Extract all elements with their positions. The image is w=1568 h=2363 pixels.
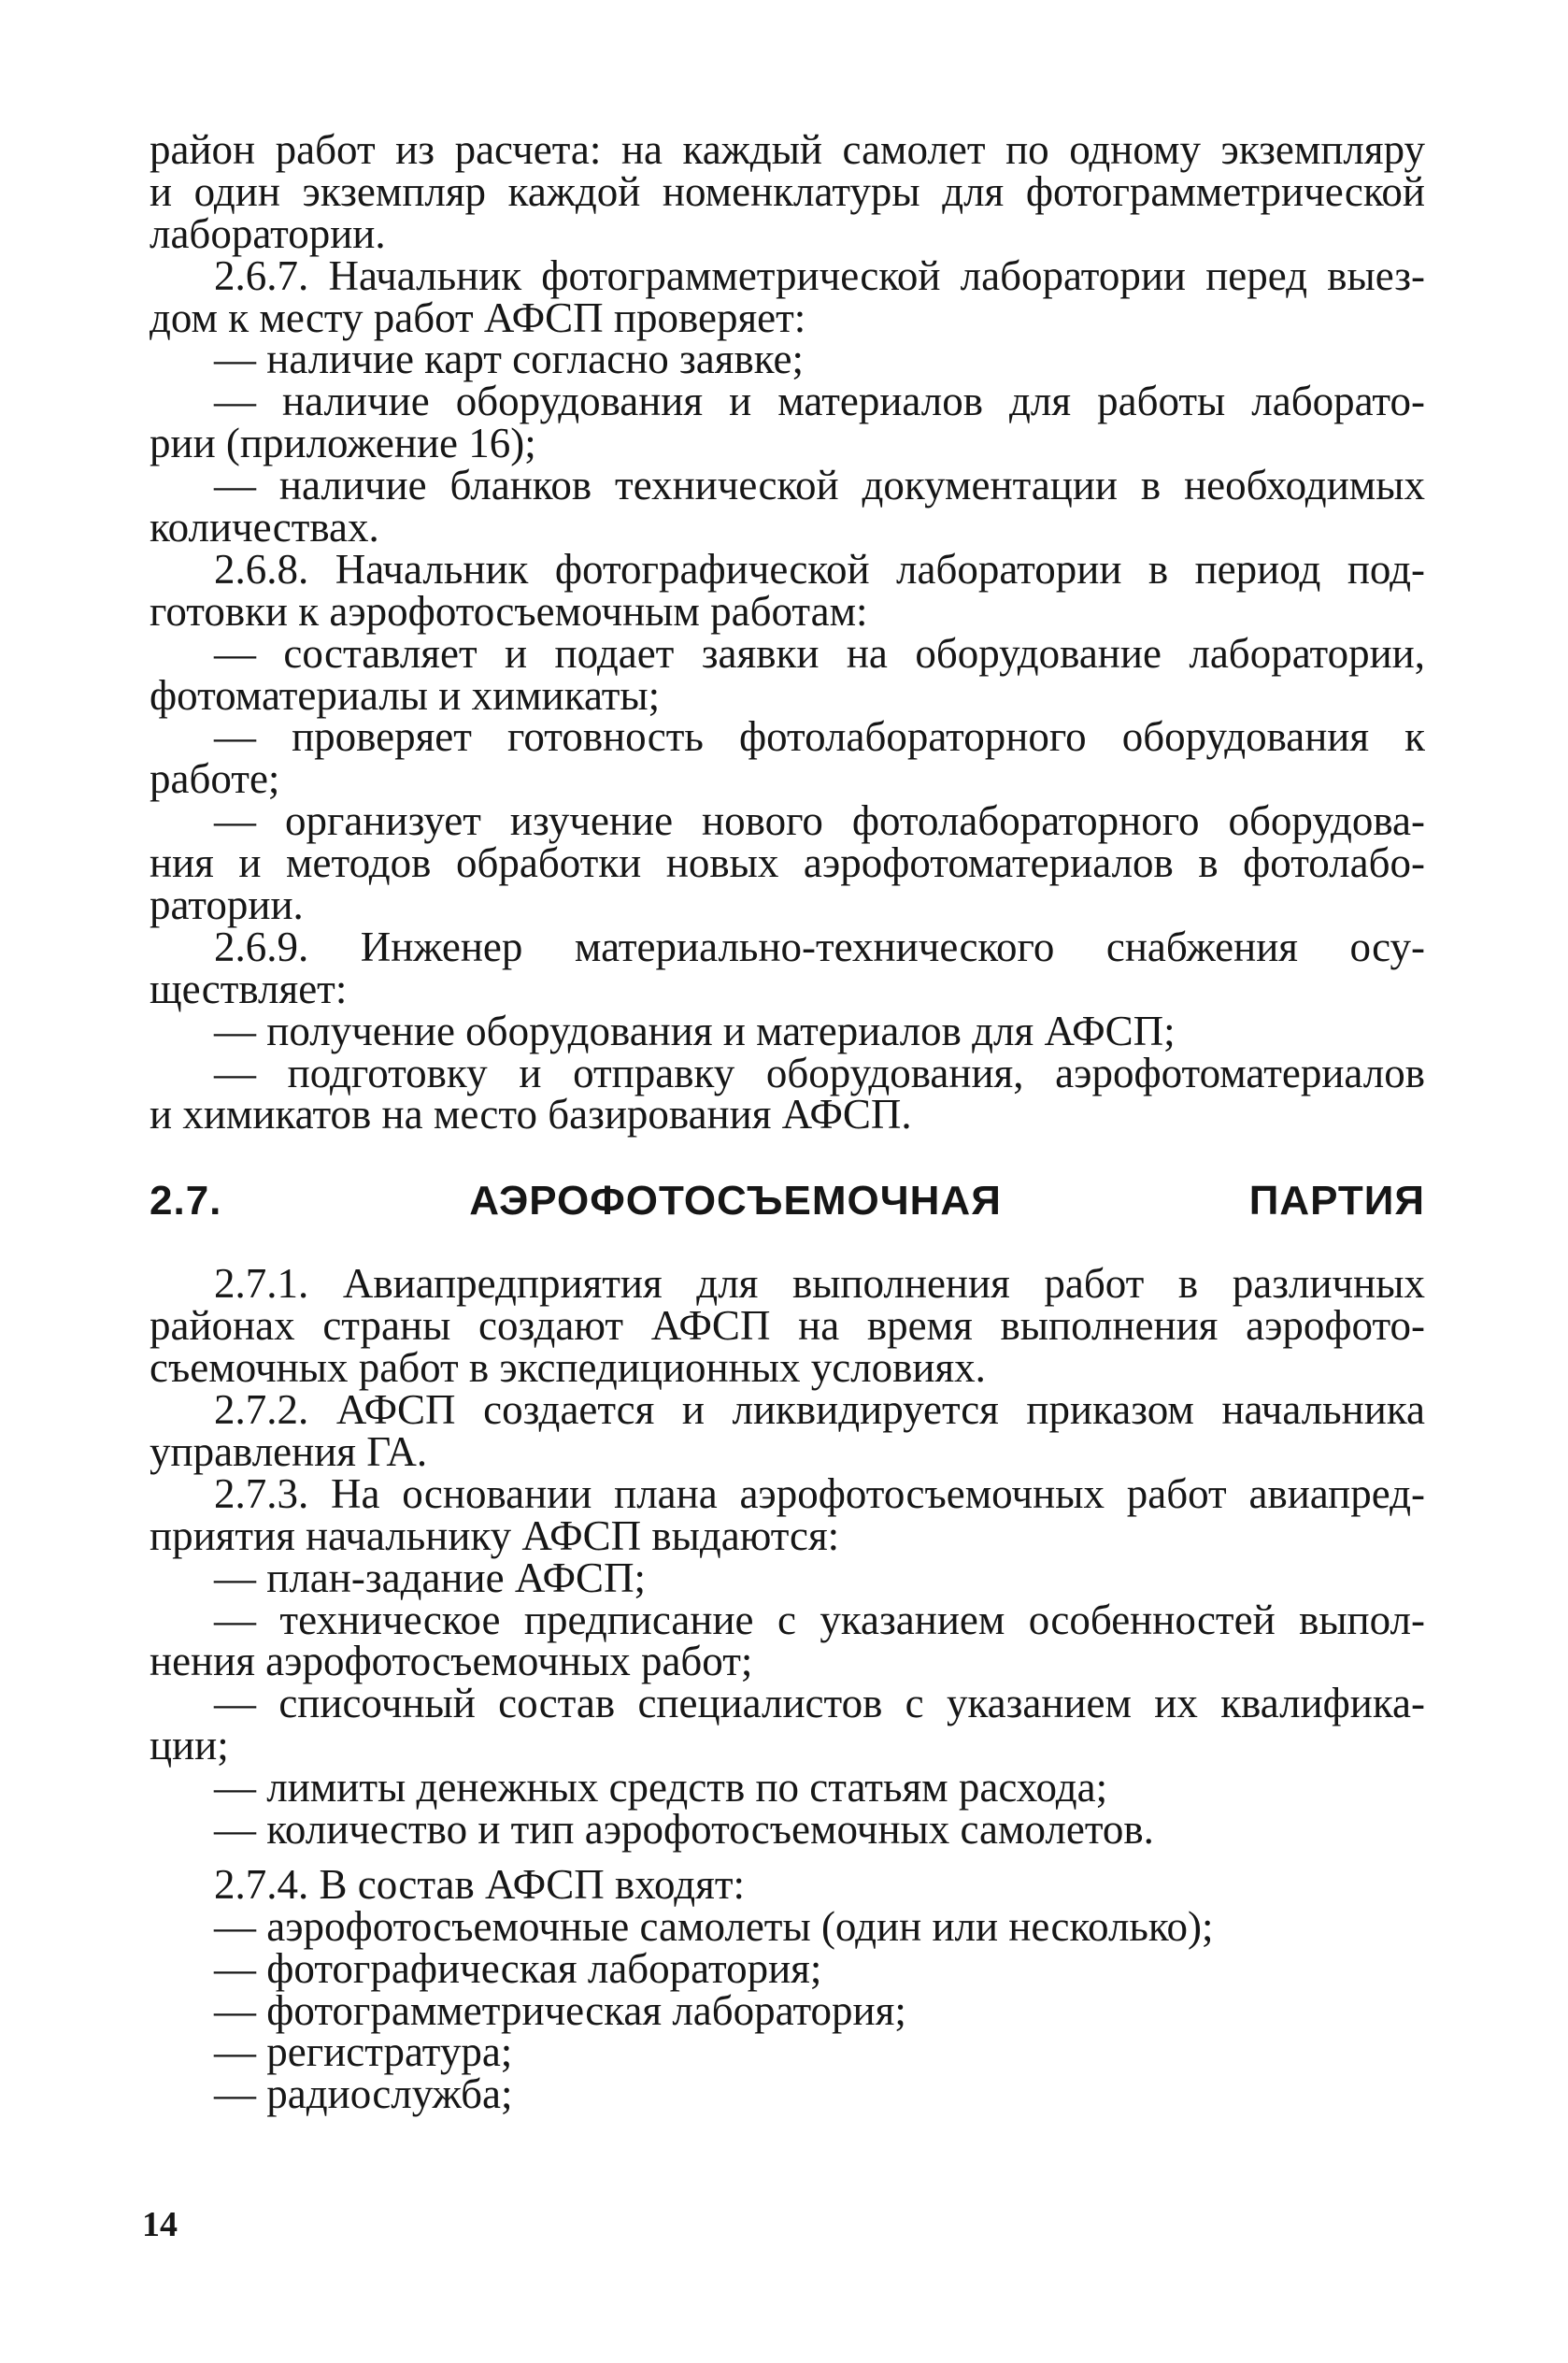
text-line: работе; [150, 755, 280, 803]
text-line: ратории. [150, 881, 304, 929]
text-line: фотоматериалы и химикаты; [150, 671, 661, 719]
text-line: 2.7.3. На основании плана аэрофотосъемочных работ авиапред- [214, 1469, 1425, 1517]
text-line: — организует изучение нового фотолабораторного оборудова- [214, 797, 1425, 845]
text-line: — техническое предписание с указанием особенностей выпол- [214, 1596, 1425, 1643]
text-line: съемочных работ в экспедиционных условиях. [150, 1344, 986, 1392]
text-line: и один экземпляр каждой номенклатуры для фотограмметрической [150, 167, 1425, 215]
text-line: 2.7.2. АФСП создается и ликвидируется приказом начальника [214, 1386, 1425, 1434]
text-line: — составляет и подает заявки на оборудование лаборатории, [214, 629, 1425, 677]
text-line: — фотограмметрическая лаборатория; [214, 1986, 906, 2034]
text-line: район работ из расчета: на каждый самолет по одному экземпляру [150, 126, 1425, 173]
text-line: — аэрофотосъемочные самолеты (один или несколько); [214, 1902, 1214, 1950]
text-line: — наличие бланков технической документации в необходимых [214, 462, 1425, 509]
page-body [150, 126, 1425, 2118]
text-line: ществляет: [150, 965, 348, 1012]
section-2-7-4-text [150, 1860, 1425, 2118]
text-line: 2.7.1. Авиапредприятия для выполнения работ в различных [214, 1260, 1425, 1308]
section-heading: 2.7. АЭРОФОТОСЪЕМОЧНАЯ ПАРТИЯ [150, 1178, 1425, 1224]
section-2-6-text [150, 126, 1425, 1139]
text-line: 2.7.4. В состав АФСП входят: [214, 1860, 745, 1908]
text-line: — количество и тип аэрофотосъемочных самолетов. [214, 1805, 1154, 1853]
text-line: — радиослужба; [214, 2070, 513, 2118]
text-line: 2.6.7. Начальник фотограмметрической лаборатории перед выез- [214, 251, 1425, 299]
text-line: дом к месту работ АФСП проверяет: [150, 294, 806, 341]
text-line: лаборатории. [150, 209, 386, 257]
text-line: — лимиты денежных средств по статьям расхода; [214, 1764, 1108, 1812]
text-line: ции; [150, 1722, 229, 1769]
text-line: нения аэрофотосъемочных работ; [150, 1638, 753, 1685]
text-line: приятия начальнику АФСП выдаются: [150, 1511, 840, 1559]
text-line: — подготовку и отправку оборудования, аэрофотоматериалов [214, 1049, 1425, 1096]
text-line: готовки к аэрофотосъемочным работам: [150, 587, 868, 635]
section-2-7-text [150, 1260, 1425, 1853]
text-line: — регистратура; [214, 2028, 513, 2076]
text-line: 2.6.8. Начальник фотографической лаборатории в период под- [214, 545, 1425, 593]
text-line: — фотографическая лаборатория; [214, 1944, 822, 1992]
text-line: количествах. [150, 504, 379, 551]
text-line: рии (приложение 16); [150, 420, 536, 467]
page-number: 14 [142, 2205, 178, 2244]
text-line: ния и методов обработки новых аэрофотоматериалов в фотолабо- [150, 839, 1425, 887]
text-line: — получение оборудования и материалов для АФСП; [214, 1007, 1176, 1054]
text-line: — проверяет готовность фотолабораторного оборудования к [214, 713, 1425, 761]
text-line: районах страны создают АФСП на время выполнения аэрофото- [150, 1302, 1425, 1350]
text-line: 2.6.9. Инженер материально-технического снабжения осу- [214, 923, 1425, 970]
text-line: — наличие карт согласно заявке; [214, 336, 804, 383]
text-line: — наличие оборудования и материалов для работы лаборато- [214, 378, 1425, 425]
text-line: — план-задание АФСП; [214, 1554, 647, 1601]
text-line: управления ГА. [150, 1427, 428, 1475]
text-line: — списочный состав специалистов с указанием их квалифика- [214, 1680, 1425, 1727]
text-line: и химикатов на место базирования АФСП. [150, 1091, 912, 1139]
